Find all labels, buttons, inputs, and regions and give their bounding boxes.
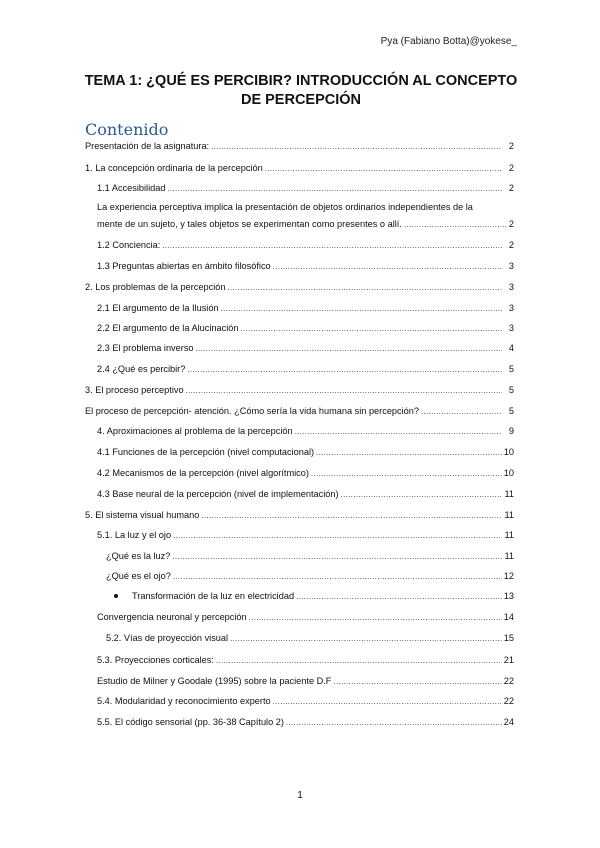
toc-entry[interactable]: 5.3. Proyecciones corticales: ..... 21 — [97, 654, 514, 666]
page-number: 1 — [297, 790, 303, 801]
toc-heading: Contenido — [85, 120, 169, 139]
toc-entry[interactable]: 2.3 El problema inverso ..... 4 — [97, 342, 514, 354]
toc-entry[interactable]: Transformación de la luz en electricidad ..... 13 — [114, 590, 514, 602]
toc-entry[interactable]: 1. La concepción ordinaria de la percepción ..... 2 — [85, 162, 514, 174]
toc-entry[interactable]: 2.1 El argumento de la Ilusión ..... 3 — [97, 302, 514, 314]
toc-entry[interactable]: 1.1 Accesibilidad ..... 2 — [97, 182, 514, 194]
toc-entry[interactable]: 2.4 ¿Qué es percibir? ..... 5 — [97, 363, 514, 375]
toc-entry[interactable]: 2.2 El argumento de la Alucinación ..... 3 — [97, 322, 514, 334]
toc-entry[interactable]: 1.3 Preguntas abiertas en ámbito filosófico ..... 3 — [97, 260, 514, 272]
toc-entry[interactable]: 4.2 Mecanismos de la percepción (nivel algorítmico) ..... 10 — [97, 467, 514, 479]
toc-entry[interactable]: Presentación de la asignatura: ..... 2 — [85, 140, 514, 152]
toc-entry[interactable]: 4.3 Base neural de la percepción (nivel de implementación) ..... 11 — [97, 488, 514, 500]
toc-entry[interactable]: 4. Aproximaciones al problema de la percepción ..... 9 — [97, 425, 514, 437]
toc-entry[interactable]: ¿Qué es la luz? ..... 11 — [106, 550, 514, 562]
toc-entry[interactable]: 2. Los problemas de la percepción ..... 3 — [85, 281, 514, 293]
toc-entry[interactable]: 5.5. El código sensorial (pp. 36-38 Capítulo 2) ..... 24 — [97, 716, 514, 728]
toc-entry[interactable]: El proceso de percepción- atención. ¿Cómo sería la vida humana sin percepción? ..... 5 — [85, 405, 514, 417]
toc-entry[interactable]: 5.1. La luz y el ojo ..... 11 — [97, 529, 514, 541]
toc-entry[interactable]: 5.4. Modularidad y reconocimiento experto ..... 22 — [97, 695, 514, 707]
title-line-1: TEMA 1: ¿QUÉ ES PERCIBIR? INTRODUCCIÓN AL CONCEPTO — [84, 73, 518, 89]
toc-entry[interactable]: 5. El sistema visual humano ..... 11 — [85, 509, 514, 521]
toc-entry[interactable]: 4.1 Funciones de la percepción (nivel computacional) ..... 10 — [97, 446, 514, 458]
title-line-2: DE PERCEPCIÓN — [240, 92, 362, 108]
toc-entry[interactable]: 1.2 Conciencia: ..... 2 — [97, 239, 514, 251]
toc-entry[interactable]: La experiencia perceptiva implica la presentación de objetos ordinarios independientes de la mente de un sujeto, y tales objetos se experimentan como presentes o allí. ..... 2 — [97, 199, 514, 233]
toc-entry[interactable]: 5.2. Vías de proyección visual ..... 15 — [106, 632, 514, 644]
toc-entry[interactable]: 3. El proceso perceptivo ..... 5 — [85, 384, 514, 396]
author-note: Pya (Fabiano Botta)@yokese_ — [380, 36, 517, 47]
bullet-icon — [114, 594, 118, 598]
toc-entry[interactable]: Convergencia neuronal y percepción ..... 14 — [97, 611, 514, 623]
toc-entry[interactable]: ¿Qué es el ojo? ..... 12 — [106, 570, 514, 582]
toc-entry[interactable]: Estudio de Milner y Goodale (1995) sobre la paciente D.F ..... 22 — [97, 675, 514, 687]
